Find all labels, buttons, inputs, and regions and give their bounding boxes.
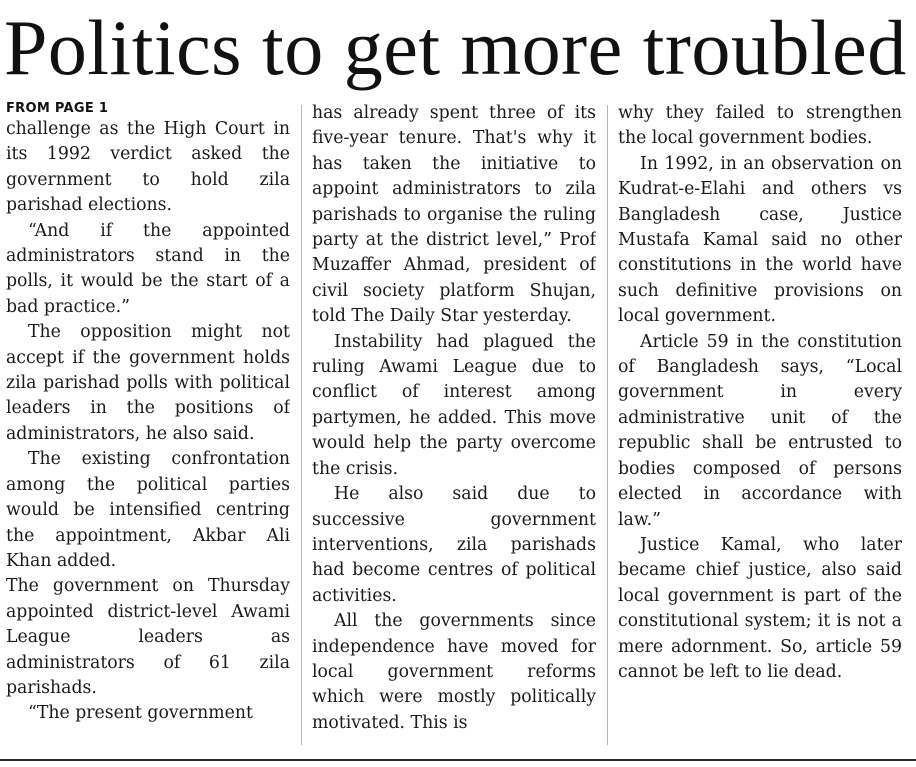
paragraph: Justice Kamal, who later became chief justice, also said local government is part of the constitutional system; it is not a mere adornment. So, article 59 cannot be left to lie dead.	[618, 534, 902, 682]
paragraph: has already spent three of its five-year tenure. That's why it has taken the initiative to appoint administrators to zila parishads to organise the ruling party at the district level,” Prof Muzaffer Ahmad, president of civil society platform Shujan, told The Daily Star yesterday.	[312, 103, 596, 327]
column-3	[618, 101, 902, 751]
bottom-rule	[0, 759, 916, 761]
headline: Politics to get more troubled	[4, 4, 907, 91]
paragraph: He also said due to successive government interventions, zila parishads had become centres of political activities.	[312, 484, 596, 606]
article-body	[6, 101, 910, 751]
paragraph: All the governments since independence have moved for local government reforms which were mostly politically motivated. This is	[312, 611, 596, 733]
paragraph: “The present government	[28, 703, 253, 724]
paragraph: “And if the appointed administrators stand in the polls, it would be the start of a bad practice.”	[6, 220, 290, 317]
paragraph: challenge as the High Court in its 1992 verdict asked the government to hold zila parishad elections.	[6, 119, 290, 216]
paragraph: The existing confrontation among the political parties would be intensified centring the appointment, Akbar Ali Khan added.	[6, 449, 290, 571]
column-2	[312, 101, 596, 751]
column-1	[6, 101, 290, 751]
paragraph: Instability had plagued the ruling Awami League due to conflict of interest among partymen, he added. This move would help the party overcome the crisis.	[312, 331, 596, 479]
paragraph: In 1992, in an observation on Kudrat-e-Elahi and others vs Bangladesh case, Justice Mustafa Kamal said no other constitutions in the world have such definitive provisions on local government.	[618, 153, 902, 327]
continuation-kicker: FROM PAGE 1	[6, 101, 109, 116]
column-divider	[301, 105, 302, 745]
paragraph: Article 59 in the constitution of Bangladesh says, “Local government in every administrative unit of the republic shall be entrusted to bodies composed of persons elected in accordance with law.”	[618, 331, 902, 530]
column-divider	[607, 105, 608, 745]
paragraph: The government on Thursday appointed district-level Awami League leaders as administrators of 61 zila parishads.	[6, 576, 290, 698]
paragraph: The opposition might not accept if the government holds zila parishad polls with political leaders in the positions of administrators, he also said.	[6, 322, 290, 444]
paragraph: why they failed to strengthen the local government bodies.	[618, 103, 902, 149]
